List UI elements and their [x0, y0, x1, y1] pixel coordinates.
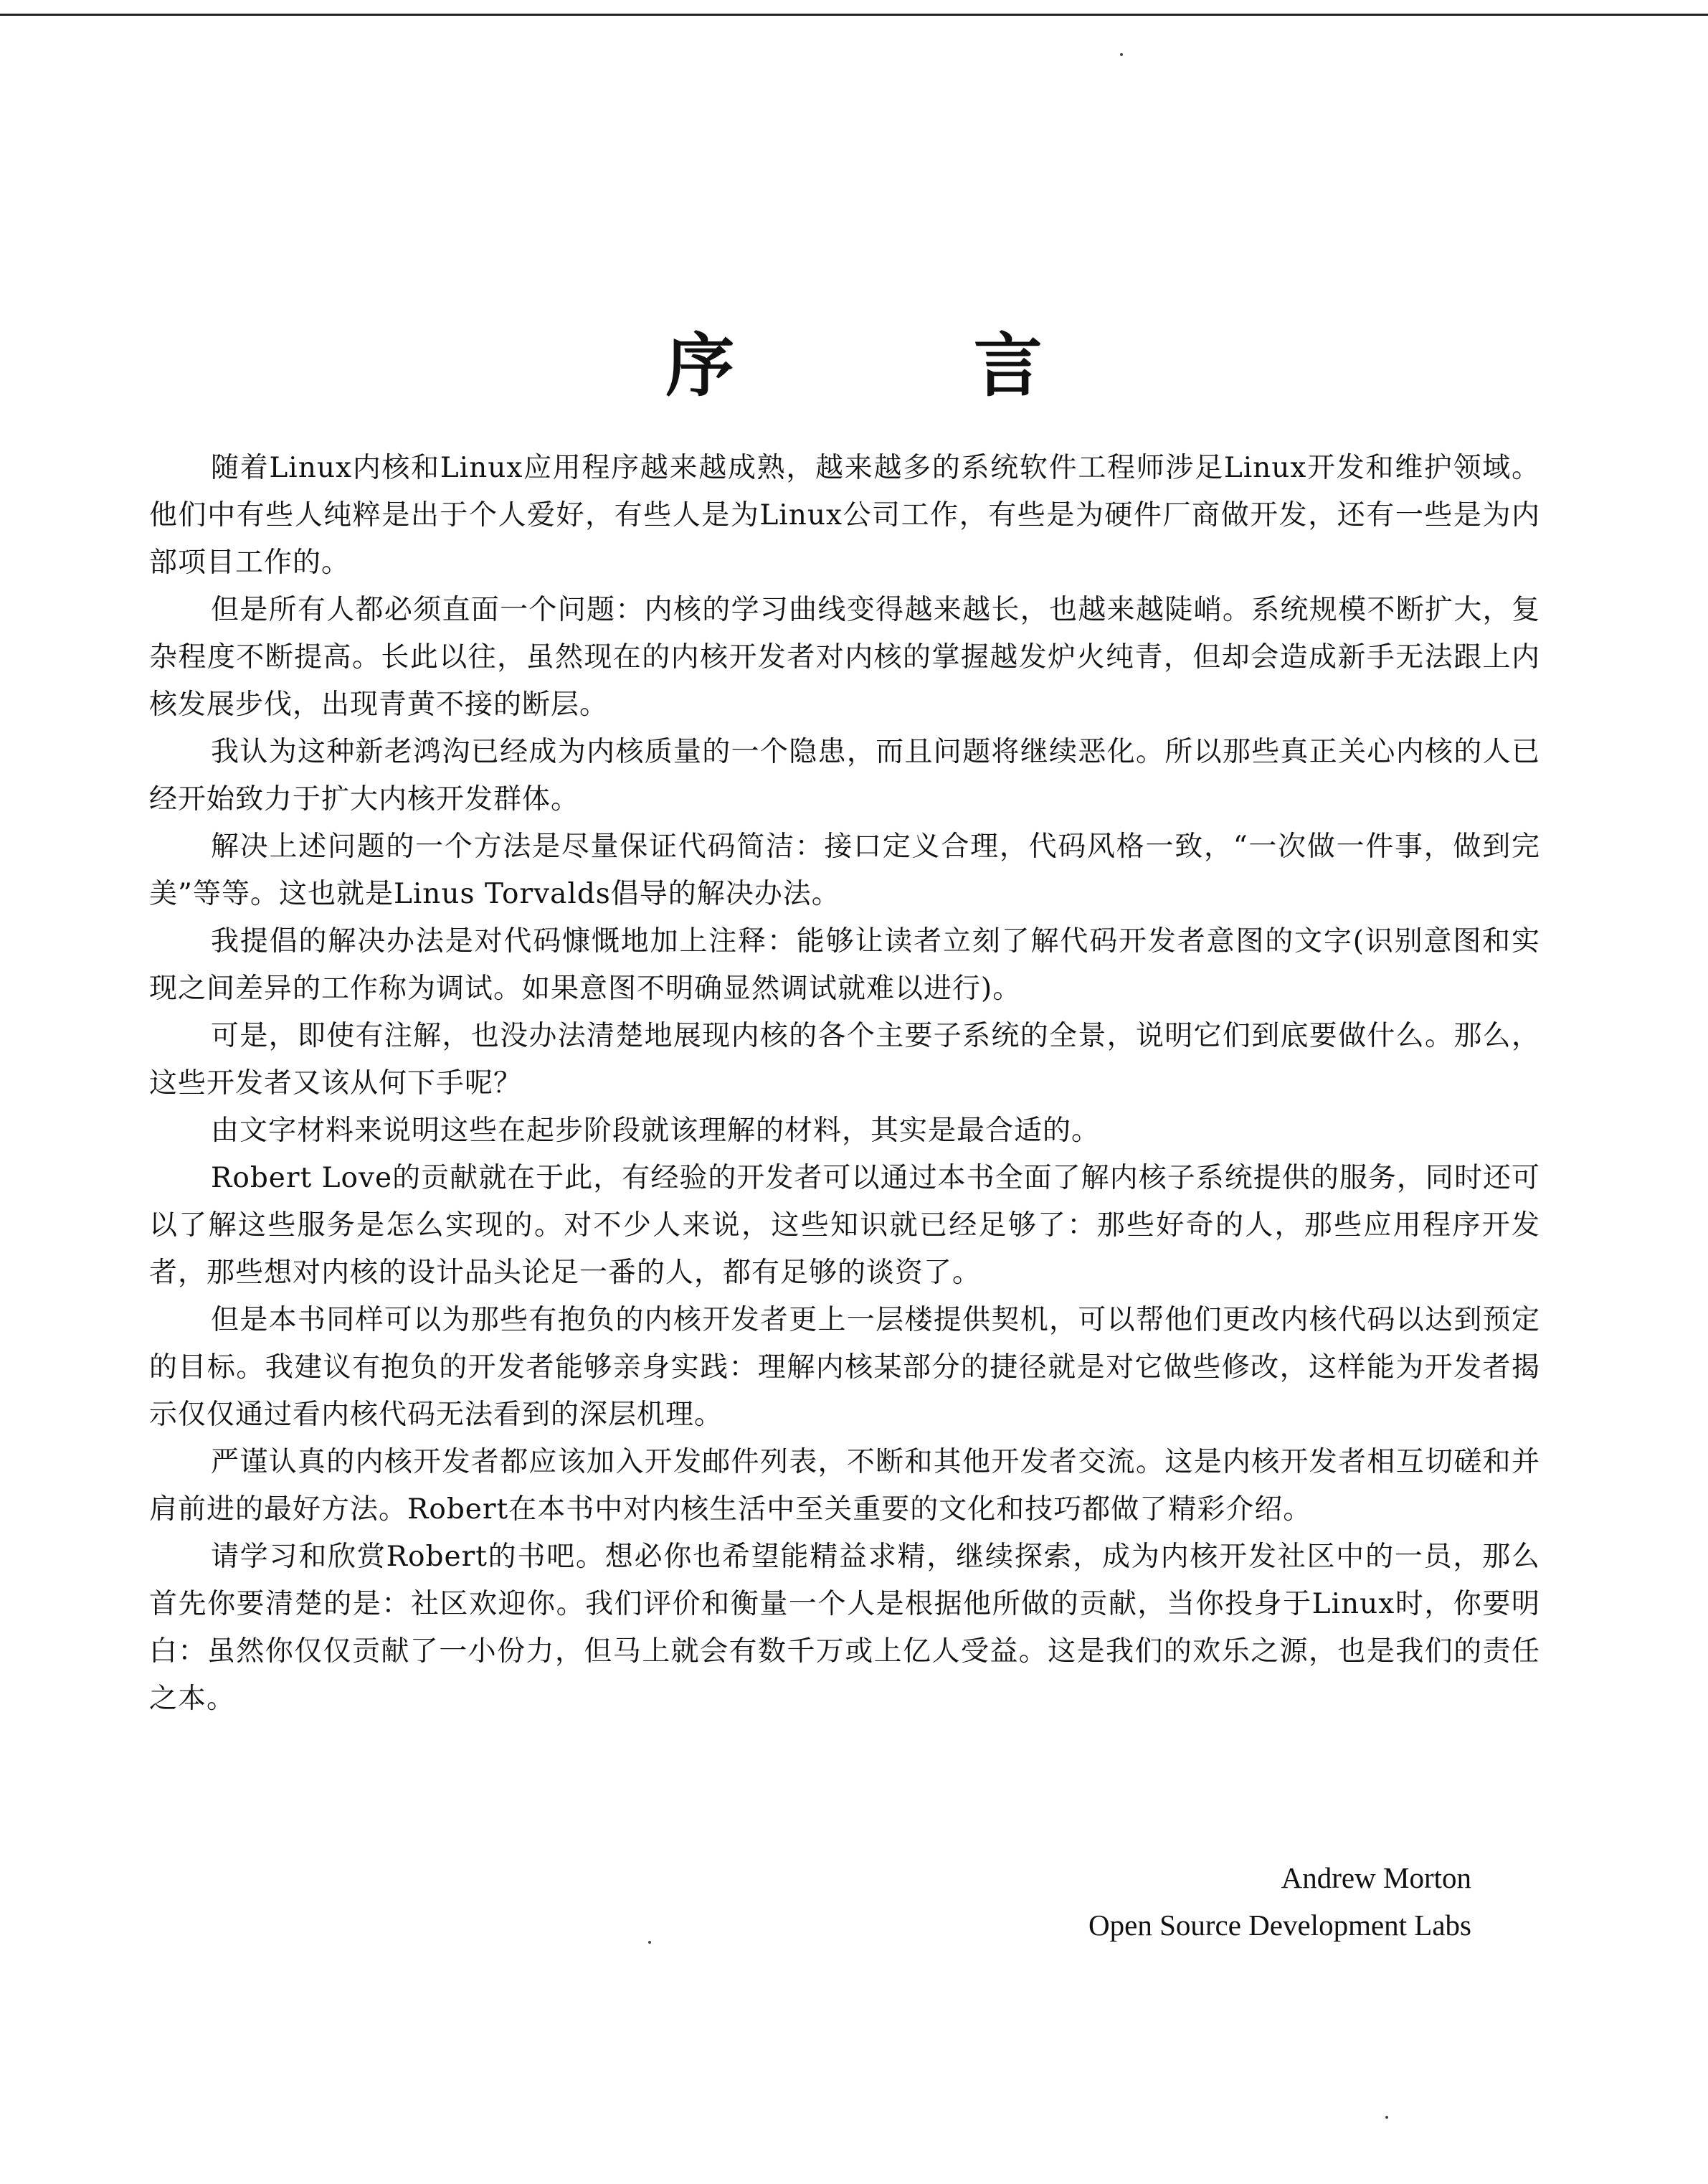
paragraph-3: 我认为这种新老鸿沟已经成为内核质量的一个隐患，而且问题将继续恶化。所以那些真正关心内核的人已经开始致力于扩大内核开发群体。 — [149, 736, 1540, 816]
paragraph-9: 但是本书同样可以为那些有抱负的内核开发者更上一层楼提供契机，可以帮他们更改内核代码以达到预定的目标。我建议有抱负的开发者能够亲身实践：理解内核某部分的捷径就是对它做些修改，这样能为开发者揭示仅仅通过看内核代码无法看到的深层机理。 — [149, 1304, 1540, 1431]
paragraph-5: 我提倡的解决办法是对代码慷慨地加上注释：能够让读者立刻了解代码开发者意图的文字(识别意图和实现之间差异的工作称为调试。如果意图不明确显然调试就难以进行)。 — [149, 925, 1540, 1005]
signature-block — [1088, 1854, 1471, 1949]
scan-speck — [1385, 2116, 1388, 2119]
paragraph-6: 可是，即使有注解，也没办法清楚地展现内核的各个主要子系统的全景，说明它们到底要做什么。那么，这些开发者又该从何下手呢？ — [149, 1020, 1540, 1100]
paragraph-10: 严谨认真的内核开发者都应该加入开发邮件列表，不断和其他开发者交流。这是内核开发者相互切磋和并肩前进的最好方法。Robert在本书中对内核生活中至关重要的文化和技巧都做了精彩介绍。 — [149, 1446, 1540, 1526]
paragraph-4: 解决上述问题的一个方法是尽量保证代码简洁：接口定义合理，代码风格一致，“一次做一件事，做到完美”等等。这也就是Linus Torvalds倡导的解决办法。 — [149, 831, 1540, 910]
paragraph-11: 请学习和欣赏Robert的书吧。想必你也希望能精益求精，继续探索，成为内核开发社区中的一员，那么首先你要清楚的是：社区欢迎你。我们评价和衡量一个人是根据他所做的贡献，当你投身于Linux时，你要明白：虽然你仅仅贡献了一小份力，但马上就会有数千万或上亿人受益。这是我们的欢乐之源，也是我们的责任之本。 — [149, 1541, 1540, 1715]
scan-speck — [1120, 53, 1123, 56]
scan-speck — [648, 1941, 651, 1944]
author-affiliation: Open Source Development Labs — [1088, 1909, 1471, 1942]
paragraph-2: 但是所有人都必须直面一个问题：内核的学习曲线变得越来越长，也越来越陡峭。系统规模不断扩大，复杂程度不断提高。长此以往，虽然现在的内核开发者对内核的掌握越发炉火纯青，但却会造成新手无法跟上内核发展步伐，出现青黄不接的断层。 — [149, 594, 1540, 721]
page-title: 序 言 — [665, 326, 1150, 406]
paragraph-7: 由文字材料来说明这些在起步阶段就该理解的材料，其实是最合适的。 — [211, 1115, 1101, 1147]
paragraph-8: Robert Love的贡献就在于此，有经验的开发者可以通过本书全面了解内核子系统提供的服务，同时还可以了解这些服务是怎么实现的。对不少人来说，这些知识就已经足够了：那些好奇的人，那些应用程序开发者，那些想对内核的设计品头论足一番的人，都有足够的谈资了。 — [149, 1162, 1540, 1289]
author-name: Andrew Morton — [1281, 1861, 1471, 1894]
preface-body — [149, 445, 1540, 1723]
page-top-border — [0, 0, 1708, 16]
paragraph-1: 随着Linux内核和Linux应用程序越来越成熟，越来越多的系统软件工程师涉足Linux开发和维护领域。他们中有些人纯粹是出于个人爱好，有些人是为Linux公司工作，有些是为硬件厂商做开发，还有一些是为内部项目工作的。 — [149, 452, 1540, 579]
